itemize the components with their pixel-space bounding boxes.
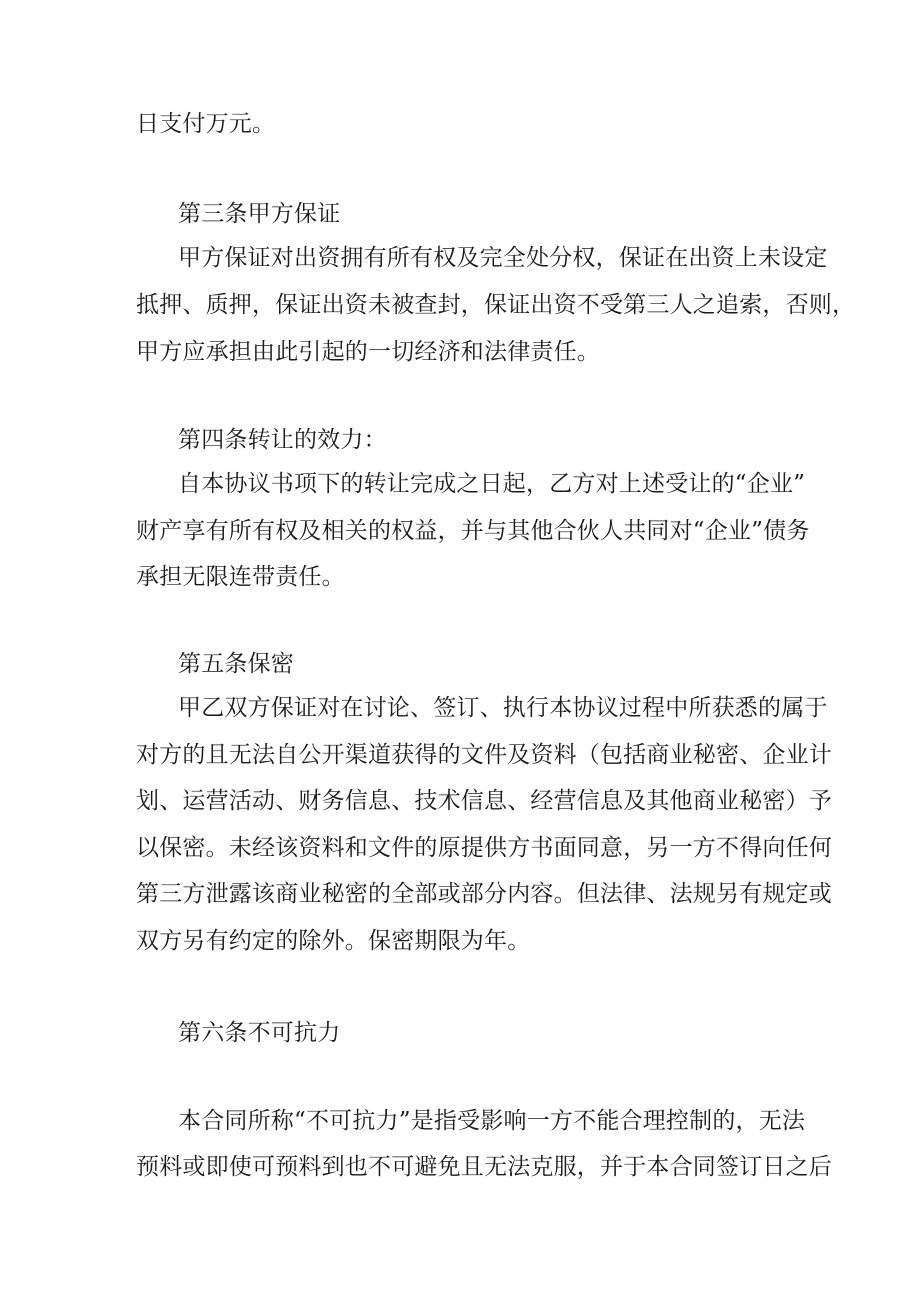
- body-text-line: 以保密。未经该资料和文件的原提供方书面同意，另一方不得向任何: [136, 835, 832, 861]
- section-heading-5: 第五条保密: [178, 651, 294, 677]
- body-text-line: 预料或即使可预料到也不可避免且无法克服，并于本合同签订日之后: [136, 1154, 832, 1180]
- body-text-line: 财产享有所有权及相关的权益，并与其他合伙人共同对“企业”债务: [136, 518, 810, 544]
- body-text-line: 自本协议书项下的转让完成之日起，乙方对上述受让的“企业”: [178, 471, 806, 497]
- body-text-line: 本合同所称“不可抗力”是指受影响一方不能合理控制的，无法: [178, 1108, 806, 1134]
- body-text-line: 日支付万元。: [136, 111, 276, 137]
- body-text-line: 承担无限连带责任。: [136, 564, 345, 590]
- body-text-line: 对方的且无法自公开渠道获得的文件及资料（包括商业秘密、企业计: [136, 742, 832, 768]
- body-text-line: 第三方泄露该商业秘密的全部或部分内容。但法律、法规另有规定或: [136, 881, 832, 907]
- body-text-line: 划、运营活动、财务信息、技术信息、经营信息及其他商业秘密）予: [136, 788, 832, 814]
- body-text-line: 双方另有约定的除外。保密期限为年。: [136, 928, 531, 954]
- body-text-line: 抵押、质押，保证出资未被查封，保证出资不受第三人之追索，否则，: [136, 292, 856, 318]
- section-heading-4: 第四条转让的效力：: [178, 427, 387, 453]
- section-heading-6: 第六条不可抗力: [178, 1020, 341, 1046]
- body-text-line: 甲方保证对出资拥有所有权及完全处分权，保证在出资上未设定: [178, 245, 828, 271]
- body-text-line: 甲方应承担由此引起的一切经济和法律责任。: [136, 339, 600, 365]
- body-text-line: 甲乙双方保证对在讨论、签订、执行本协议过程中所获悉的属于: [178, 695, 828, 721]
- section-heading-3: 第三条甲方保证: [178, 201, 341, 227]
